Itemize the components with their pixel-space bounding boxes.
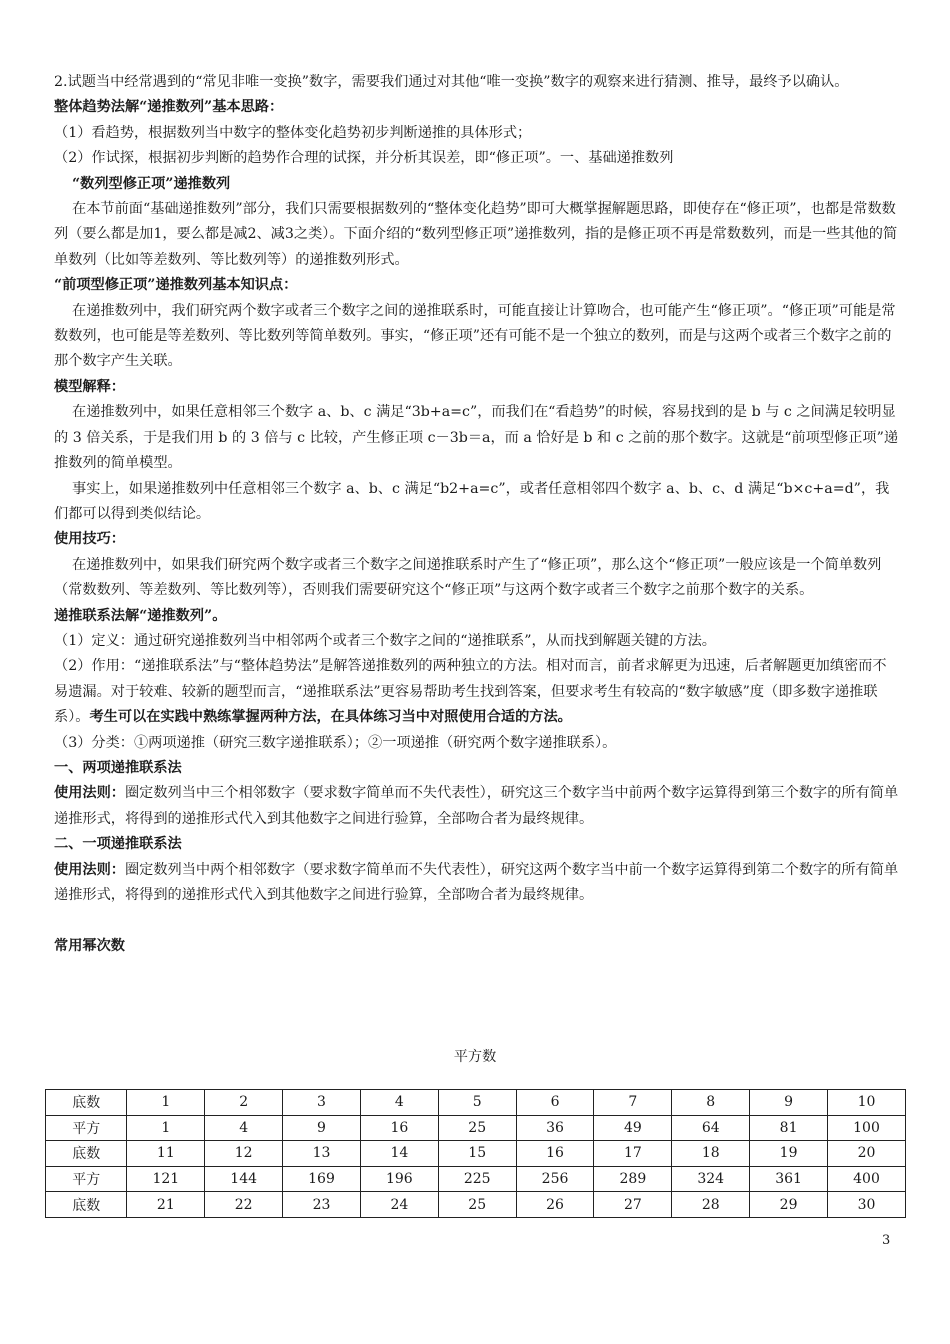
table-cell: 16 (360, 1115, 438, 1141)
table-cell: 49 (594, 1115, 672, 1141)
table-cell: 361 (750, 1166, 828, 1192)
paragraph (54, 629, 900, 654)
emphasis-text: 考生可以在实践中熟练掌握两种方法，在具体练习当中对照使用合适的方法。 (89, 709, 572, 726)
section-heading (54, 95, 900, 120)
table-cell: 4 (205, 1115, 283, 1141)
table-cell: 19 (750, 1141, 828, 1167)
table-cell: 64 (672, 1115, 750, 1141)
table-cell: 4 (360, 1090, 438, 1116)
squares-title: 平方数 (453, 1049, 497, 1065)
table-cell: 23 (283, 1192, 361, 1218)
table-cell: 196 (360, 1166, 438, 1192)
paragraph (54, 70, 900, 95)
table-cell: 11 (127, 1141, 205, 1167)
section-heading (54, 172, 900, 197)
paragraph-text: 事实上，如果递推数列中任意相邻三个数字 a、b、c 满足“b2+a=c”，或者任意相邻四个数字 a、b、c、d 满足“b×c+a=d”，我们都可以得到类似结论。 (54, 480, 890, 522)
table-cell: 17 (594, 1141, 672, 1167)
section-heading (54, 273, 900, 298)
section-heading (54, 832, 900, 857)
table-cell: 9 (283, 1115, 361, 1141)
paragraph-text: （2）作用：“递推联系法”与“整体趋势法”是解答递推数列的两种独立的方法。相对而言，前者求解更为迅速，后者解题更加缜密而不易遗漏。对于较难、较新的题型而言，“递推联系法”更容易帮助考生找到答案，但要求考生有较高的“数字敏感”度（即多数字递推联系）。 (54, 658, 887, 726)
table-cell: 9 (750, 1090, 828, 1116)
paragraph-text: 一、两项递推联系法 (54, 759, 182, 776)
section-heading (54, 604, 900, 629)
table-cell: 256 (516, 1166, 594, 1192)
paragraph (54, 146, 900, 171)
row-header-cell: 底数 (46, 1141, 127, 1167)
section-heading (54, 527, 900, 552)
table-cell: 400 (828, 1166, 906, 1192)
section-heading (54, 375, 900, 400)
paragraph-text: （1）看趋势，根据数列当中数字的整体变化趋势初步判断递推的具体形式； (54, 124, 532, 141)
table-cell: 5 (438, 1090, 516, 1116)
paragraph-text: （1）定义：通过研究递推数列当中相邻两个或者三个数字之间的“递推联系”，从而找到解题关键的方法。 (54, 632, 716, 649)
paragraph-text: 整体趋势法解“递推数列”基本思路： (54, 99, 284, 116)
table-cell: 169 (283, 1166, 361, 1192)
paragraph-text: 在本节前面“基础递推数列”部分，我们只需要根据数列的“整体变化趋势”即可大概掌握解题思路，即使存在“修正项”，也都是常数数列（要么都是加1，要么都是减2、减3之类）。下面介绍的“数列型修正项”递推数列，指的是修正项不再是常数数列，而是一些其他的简单数列（比如等差数列、等比数列等）的递推数列形式。 (54, 201, 898, 268)
paragraph (54, 197, 900, 273)
table-cell: 2 (205, 1090, 283, 1116)
paragraph (54, 477, 900, 528)
table-row (46, 1090, 906, 1116)
paragraph (54, 781, 900, 832)
paragraph-text: 常用幂次数 (54, 938, 125, 955)
paragraph (54, 858, 900, 909)
paragraph (54, 121, 900, 146)
table-cell: 29 (750, 1192, 828, 1218)
table-cell: 15 (438, 1141, 516, 1167)
table-cell: 20 (828, 1141, 906, 1167)
paragraph-text: 递推联系法解“递推数列”。 (54, 607, 227, 624)
paragraph (54, 299, 900, 375)
table-row (46, 1166, 906, 1192)
table-cell: 14 (360, 1141, 438, 1167)
paragraph (54, 731, 900, 756)
page-number: 3 (882, 1233, 891, 1248)
table-row (46, 1141, 906, 1167)
row-header-cell: 平方 (46, 1166, 127, 1192)
table-cell: 36 (516, 1115, 594, 1141)
table-cell: 24 (360, 1192, 438, 1218)
section-heading (54, 934, 900, 959)
table-cell: 6 (516, 1090, 594, 1116)
paragraph-text: “数列型修正项”递推数列 (72, 175, 231, 192)
table-cell: 289 (594, 1166, 672, 1192)
paragraph-text: 在递推数列中，如果任意相邻三个数字 a、b、c 满足“3b+a=c”，而我们在“看趋势”的时候，容易找到的是 b 与 c 之间满足较明显的 3 倍关系，于是我们用 b 的 3 倍与 c 比较，产生修正项 c－3b＝a，而 a 恰好是 b 和 c 之前的那个数字。这就是“前项型修正项”递推数列的简单模型。 (54, 404, 899, 472)
row-header-cell: 底数 (46, 1192, 127, 1218)
paragraph (54, 654, 900, 730)
table-cell: 1 (127, 1090, 205, 1116)
table-cell: 7 (594, 1090, 672, 1116)
table-cell: 3 (283, 1090, 361, 1116)
rule-label: 使用法则： (54, 785, 125, 802)
table-cell: 22 (205, 1192, 283, 1218)
body-text (54, 70, 900, 960)
rule-label: 使用法则： (54, 861, 125, 878)
paragraph-gap (54, 908, 900, 934)
table-cell: 100 (828, 1115, 906, 1141)
table-cell: 30 (828, 1192, 906, 1218)
paragraph (54, 553, 900, 604)
paragraph-text: 使用技巧： (54, 531, 125, 548)
paragraph-text: （2）作试探，根据初步判断的趋势作合理的试探，并分析其误差，即“修正项”。一、基础递推数列 (54, 150, 674, 167)
table-cell: 10 (828, 1090, 906, 1116)
paragraph-text: 二、一项递推联系法 (54, 836, 182, 853)
paragraph-text: 模型解释： (54, 378, 125, 395)
paragraph-text: 圈定数列当中三个相邻数字（要求数字简单而不失代表性），研究这三个数字当中前两个数字运算得到第三个数字的所有简单递推形式，将得到的递推形式代入到其他数字之间进行验算，全部吻合者为最终规律。 (54, 785, 899, 827)
paragraph-text: 圈定数列当中两个相邻数字（要求数字简单而不失代表性），研究这两个数字当中前一个数字运算得到第二个数字的所有简单递推形式，将得到的递推形式代入到其他数字之间进行验算，全部吻合者为最终规律。 (54, 861, 899, 903)
table-cell: 144 (205, 1166, 283, 1192)
table-cell: 8 (672, 1090, 750, 1116)
squares-table (45, 1089, 906, 1218)
table-cell: 25 (438, 1192, 516, 1218)
table-cell: 81 (750, 1115, 828, 1141)
table-cell: 12 (205, 1141, 283, 1167)
paragraph-text: 在递推数列中，我们研究两个数字或者三个数字之间的递推联系时，可能直接让计算吻合，也可能产生“修正项”。“修正项”可能是常数数列，也可能是等差数列、等比数列等简单数列。事实，“修正项”还有可能不是一个独立的数列，而是与这两个或者三个数字之前的那个数字产生关联。 (54, 302, 896, 370)
paragraph-text: 2.试题当中经常遇到的“常见非唯一变换”数字，需要我们通过对其他“唯一变换”数字的观察来进行猜测、推导，最终予以确认。 (54, 74, 849, 90)
paragraph-text: （3）分类：①两项递推（研究三数字递推联系）；②一项递推（研究两个数字递推联系）。 (54, 734, 617, 751)
table-row (46, 1192, 906, 1218)
row-header-cell: 平方 (46, 1115, 127, 1141)
table-cell: 324 (672, 1166, 750, 1192)
paragraph-text: “前项型修正项”递推数列基本知识点： (54, 277, 298, 294)
table-cell: 27 (594, 1192, 672, 1218)
table-cell: 28 (672, 1192, 750, 1218)
row-header-cell: 底数 (46, 1090, 127, 1116)
table-cell: 18 (672, 1141, 750, 1167)
paragraph-text: 在递推数列中，如果我们研究两个数字或者三个数字之间递推联系时产生了“修正项”，那么这个“修正项”一般应该是一个简单数列（常数数列、等差数列、等比数列等），否则我们需要研究这个“修正项”与这两个数字或者三个数字之前那个数字的关系。 (54, 556, 882, 599)
table-cell: 1 (127, 1115, 205, 1141)
table-cell: 121 (127, 1166, 205, 1192)
table-row (46, 1115, 906, 1141)
table-cell: 26 (516, 1192, 594, 1218)
table-cell: 225 (438, 1166, 516, 1192)
section-heading (54, 756, 900, 781)
paragraph (54, 400, 900, 476)
table-cell: 16 (516, 1141, 594, 1167)
table-cell: 25 (438, 1115, 516, 1141)
table-cell: 13 (283, 1141, 361, 1167)
table-cell: 21 (127, 1192, 205, 1218)
